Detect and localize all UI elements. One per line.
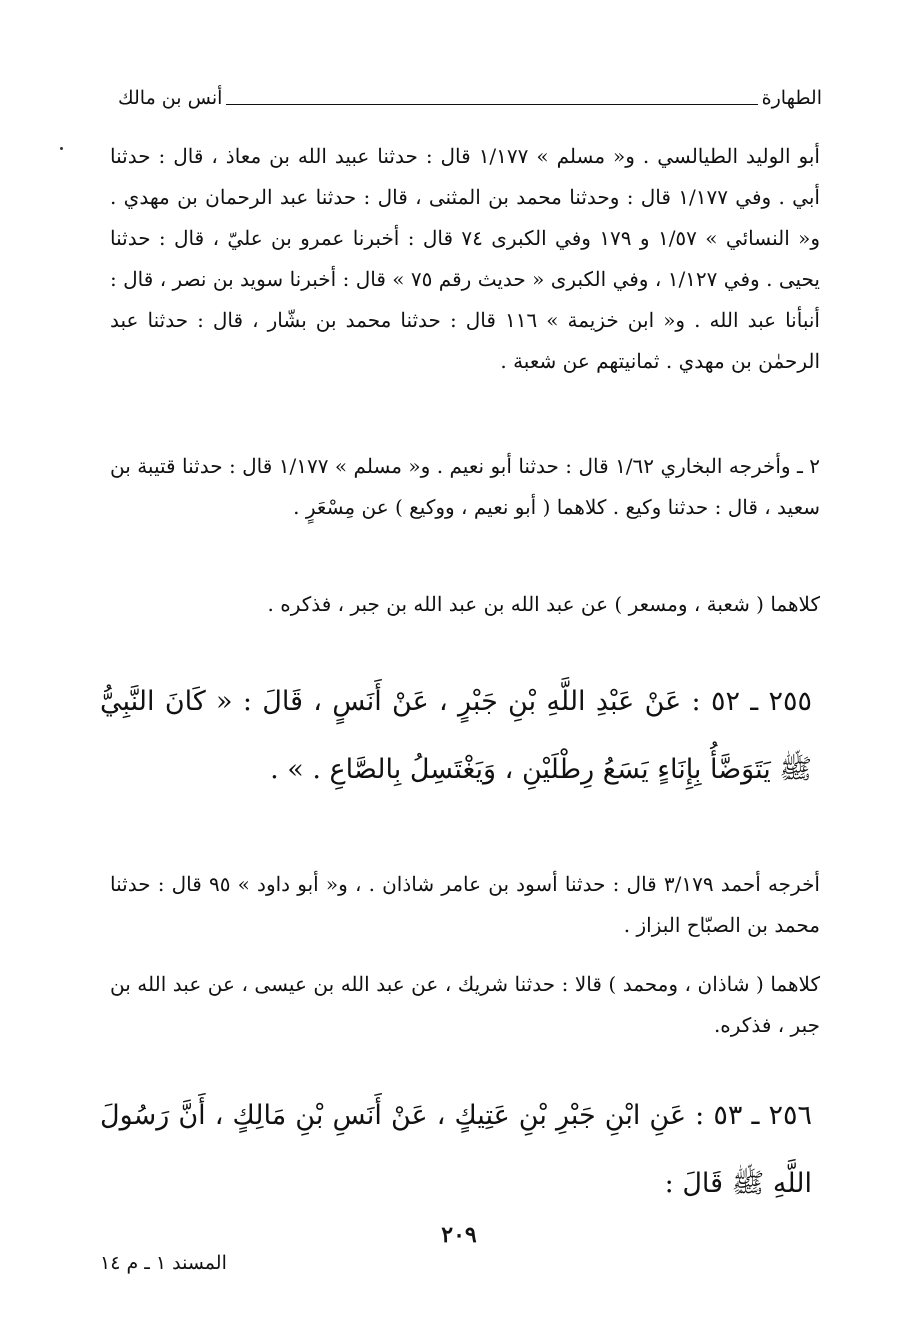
printer-signature: المسند ١ ـ م ١٤ [100, 1252, 227, 1274]
page-number: ٢٠٩ [441, 1222, 477, 1248]
footnote-paragraph-3: كلاهما ( شعبة ، ومسعر ) عن عبد الله بن عبد الله بن جبر ، فذكره . [267, 592, 820, 616]
hadith-255: ٢٥٥ ـ ٥٢ : عَنْ عَبْدِ اللَّهِ بْنِ جَبْرٍ ، عَنْ أَنَسٍ ، قَالَ : « كَانَ النَّبِيُّ ﷺ يَتَوَضَّأُ بِإِنَاءٍ يَسَعُ رِطْلَيْنِ ، وَيَغْتَسِلُ بِالصَّاعِ . » . [100, 686, 812, 785]
footnote-paragraph-4: أخرجه أحمد ٣/١٧٩ قال : حدثنا أسود بن عامر شاذان . ، و« أبو داود » ٩٥ قال : حدثنا محمد بن الصبّاح البزاز . [110, 872, 820, 937]
header-narrator: أنس بن مالك [118, 87, 223, 109]
footnote-paragraph-2: ٢ ـ وأخرجه البخاري ١/٦٢ قال : حدثنا أبو نعيم . و« مسلم » ١/١٧٧ قال : حدثنا قتيبة بن سعيد ، قال : حدثنا وكيع . كلاهما ( أبو نعيم ، ووكيع ) عن مِسْعَرٍ . [110, 454, 820, 519]
footnote-paragraph-1: أبو الوليد الطيالسي . و« مسلم » ١/١٧٧ قال : حدثنا عبيد الله بن معاذ ، قال : حدثنا أبي . وفي ١/١٧٧ قال : وحدثنا محمد بن المثنى ، قال : حدثنا عبد الرحمان بن مهدي . و« النسائي » ١/٥٧ و ١٧٩ وفي الكبرى ٧٤ قال : أخبرنا عمرو بن عليّ ، قال : حدثنا يحيى . وفي ١/١٢٧ ، وفي الكبرى « حديث رقم ٧٥ » قال : أخبرنا سويد بن نصر ، قال : أنبأنا عبد الله . و« ابن خزيمة » ١١٦ قال : حدثنا محمد بن بشّار ، قال : حدثنا عبد الرحمٰن بن مهدي . ثمانيتهم عن شعبة . [110, 144, 821, 373]
footnote-paragraph-5: كلاهما ( شاذان ، ومحمد ) قالا : حدثنا شريك ، عن عبد الله بن عيسى ، عن عبد الله بن جبر ، فذكره. [110, 972, 820, 1037]
running-header [118, 84, 822, 112]
hadith-256: ٢٥٦ ـ ٥٣ : عَنِ ابْنِ جَبْرِ بْنِ عَتِيكٍ ، عَنْ أَنَسِ بْنِ مَالِكٍ ، أَنَّ رَسُولَ اللَّهِ ﷺ قَالَ : [100, 1100, 812, 1199]
header-chapter: الطهارة [761, 87, 822, 109]
scan-dot [60, 147, 63, 150]
header-rule [226, 104, 757, 105]
